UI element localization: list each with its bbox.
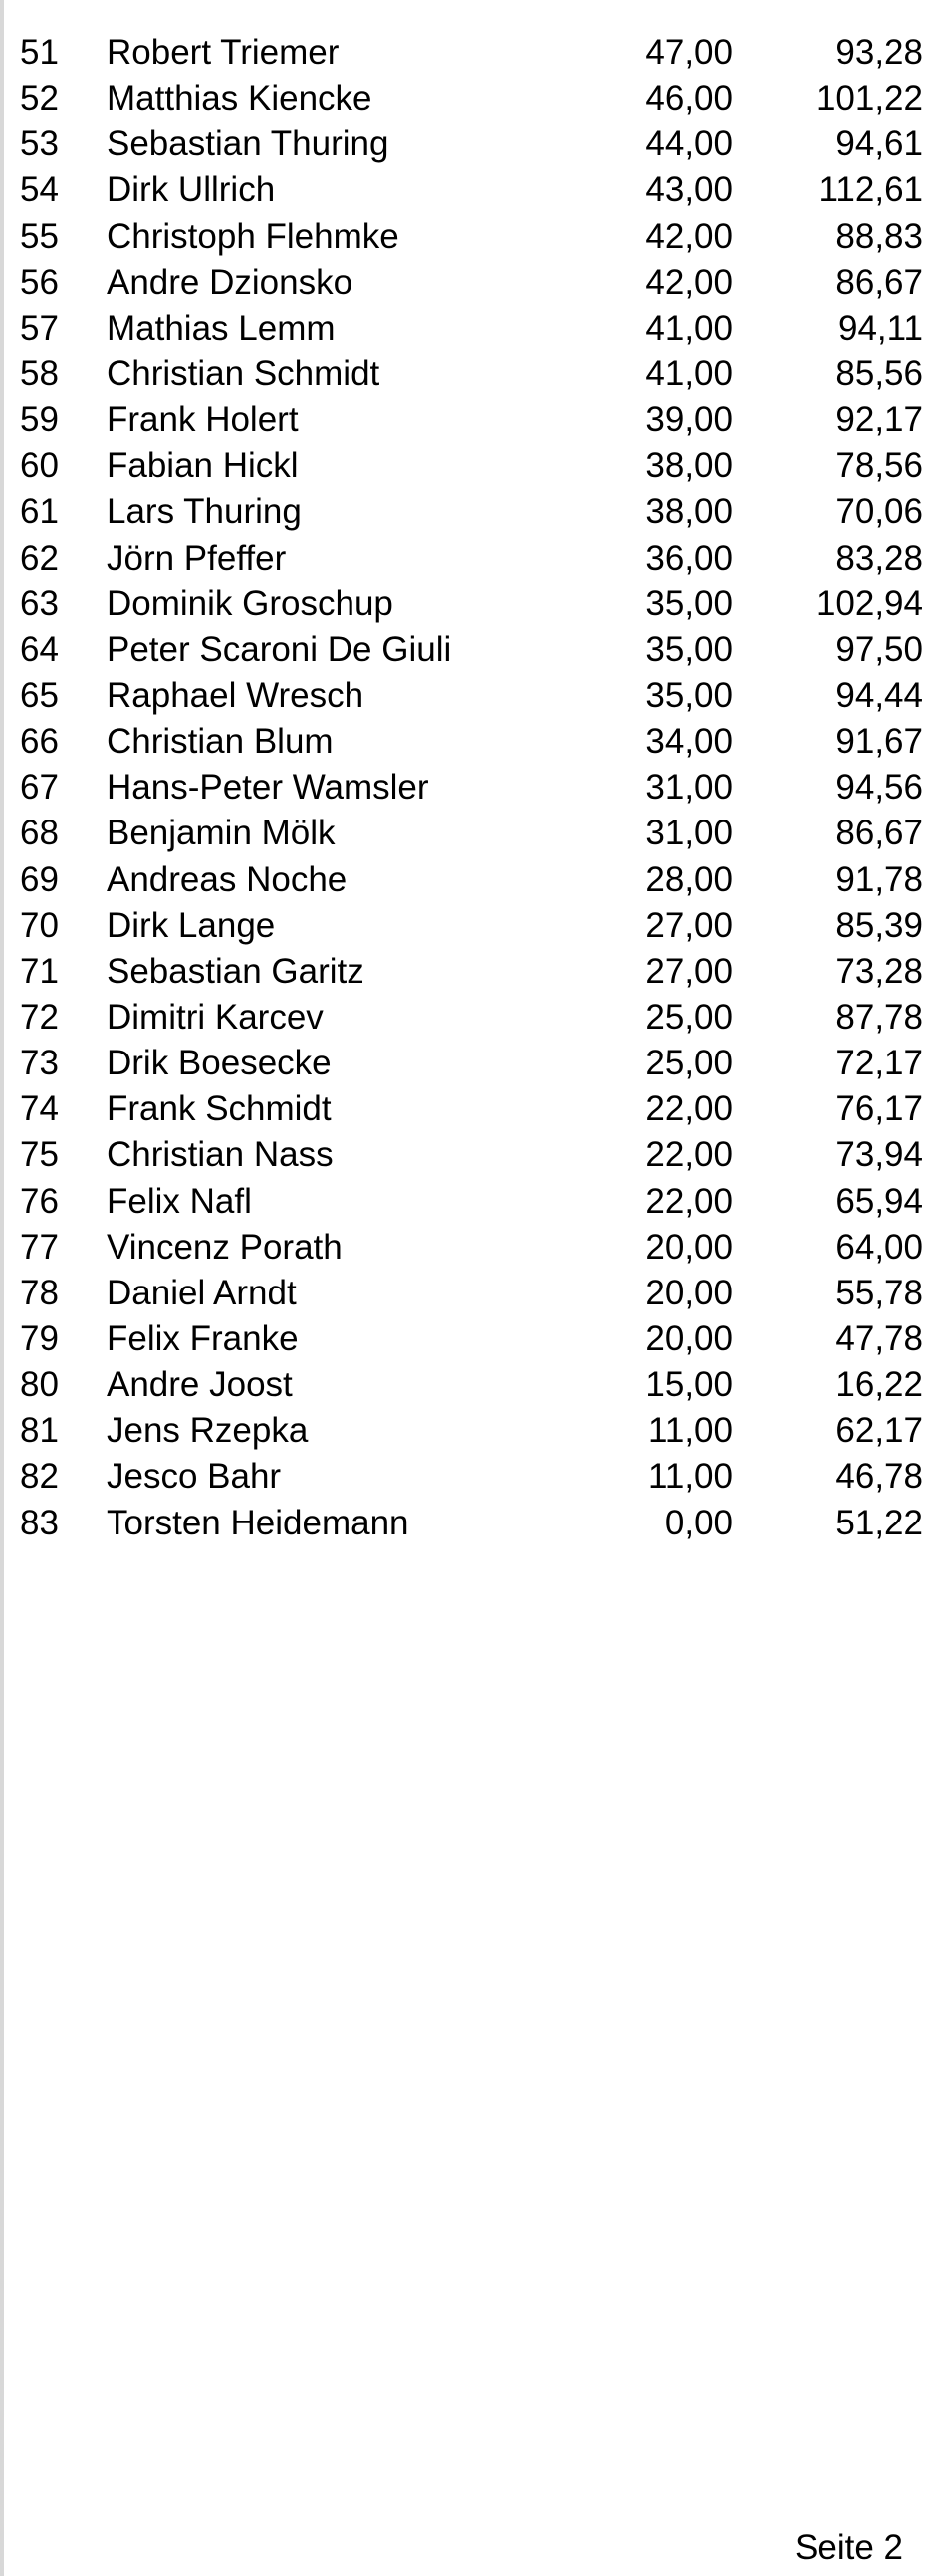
rank-cell: 70 [20,905,59,945]
score-cell: 65,94 [835,1181,923,1221]
points-cell: 22,00 [645,1089,733,1129]
points-cell: 46,00 [645,79,733,118]
table-row [0,167,935,213]
score-cell: 94,61 [835,124,923,164]
rank-cell: 63 [20,584,59,623]
points-cell: 15,00 [645,1365,733,1405]
points-cell: 25,00 [645,1044,733,1083]
points-cell: 35,00 [645,629,733,669]
name-cell: Lars Thuring [107,492,302,532]
rank-cell: 78 [20,1273,59,1312]
table-row [0,1041,935,1086]
rank-cell: 80 [20,1365,59,1405]
points-cell: 34,00 [645,722,733,762]
score-cell: 47,78 [835,1318,923,1358]
score-cell: 92,17 [835,400,923,440]
table-row [0,1501,935,1546]
table-row [0,673,935,719]
rank-cell: 60 [20,446,59,486]
name-cell: Fabian Hickl [107,446,299,486]
rank-cell: 57 [20,308,59,348]
points-cell: 20,00 [645,1227,733,1267]
name-cell: Christian Schmidt [107,353,380,393]
name-cell: Jens Rzepka [107,1411,309,1451]
table-row [0,719,935,765]
score-cell: 85,56 [835,353,923,393]
points-cell: 0,00 [664,1503,733,1542]
rank-cell: 71 [20,951,59,991]
name-cell: Mathias Lemm [107,308,336,348]
name-cell: Daniel Arndt [107,1273,297,1312]
score-cell: 86,67 [835,814,923,853]
points-cell: 35,00 [645,584,733,623]
rank-cell: 82 [20,1457,59,1497]
table-row [0,811,935,856]
name-cell: Andreas Noche [107,859,348,899]
score-cell: 70,06 [835,492,923,532]
name-cell: Felix Nafl [107,1181,252,1221]
table-row [0,1086,935,1132]
rank-cell: 66 [20,722,59,762]
table-row [0,214,935,260]
score-cell: 91,67 [835,722,923,762]
table-row [0,260,935,306]
score-cell: 97,50 [835,629,923,669]
ranking-table [0,30,935,1546]
points-cell: 20,00 [645,1318,733,1358]
score-cell: 16,22 [835,1365,923,1405]
points-cell: 35,00 [645,675,733,715]
rank-cell: 72 [20,997,59,1037]
name-cell: Matthias Kiencke [107,79,372,118]
score-cell: 55,78 [835,1273,923,1312]
points-cell: 43,00 [645,170,733,210]
table-row [0,582,935,627]
score-cell: 83,28 [835,538,923,578]
score-cell: 72,17 [835,1044,923,1083]
rank-cell: 76 [20,1181,59,1221]
table-row [0,1271,935,1316]
table-row [0,627,935,673]
name-cell: Benjamin Mölk [107,814,336,853]
table-row [0,443,935,489]
table-row [0,397,935,443]
table-row [0,765,935,811]
rank-cell: 65 [20,675,59,715]
name-cell: Frank Holert [107,400,299,440]
table-row [0,351,935,397]
score-cell: 91,78 [835,859,923,899]
rank-cell: 58 [20,353,59,393]
table-row [0,306,935,351]
name-cell: Vincenz Porath [107,1227,343,1267]
points-cell: 27,00 [645,905,733,945]
points-cell: 11,00 [648,1457,733,1497]
name-cell: Christian Blum [107,722,334,762]
name-cell: Sebastian Garitz [107,951,364,991]
rank-cell: 75 [20,1135,59,1175]
points-cell: 27,00 [645,951,733,991]
score-cell: 76,17 [835,1089,923,1129]
rank-cell: 64 [20,629,59,669]
score-cell: 87,78 [835,997,923,1037]
points-cell: 42,00 [645,216,733,256]
table-row [0,1316,935,1362]
rank-cell: 74 [20,1089,59,1129]
points-cell: 28,00 [645,859,733,899]
table-row [0,30,935,76]
name-cell: Raphael Wresch [107,675,364,715]
name-cell: Torsten Heidemann [107,1503,409,1542]
points-cell: 39,00 [645,400,733,440]
points-cell: 42,00 [645,262,733,302]
table-row [0,1454,935,1500]
name-cell: Jörn Pfeffer [107,538,287,578]
table-row [0,903,935,949]
table-row [0,1225,935,1271]
name-cell: Hans-Peter Wamsler [107,768,429,808]
score-cell: 102,94 [816,584,923,623]
rank-cell: 68 [20,814,59,853]
points-cell: 36,00 [645,538,733,578]
rank-cell: 53 [20,124,59,164]
name-cell: Christian Nass [107,1135,334,1175]
rank-cell: 51 [20,33,59,72]
table-row [0,76,935,121]
rank-cell: 52 [20,79,59,118]
rank-cell: 67 [20,768,59,808]
score-cell: 51,22 [835,1503,923,1542]
score-cell: 94,44 [835,675,923,715]
score-cell: 93,28 [835,33,923,72]
table-row [0,857,935,903]
name-cell: Dirk Ullrich [107,170,276,210]
score-cell: 86,67 [835,262,923,302]
score-cell: 62,17 [835,1411,923,1451]
points-cell: 25,00 [645,997,733,1037]
score-cell: 88,83 [835,216,923,256]
score-cell: 94,56 [835,768,923,808]
table-row [0,1132,935,1178]
points-cell: 44,00 [645,124,733,164]
rank-cell: 77 [20,1227,59,1267]
points-cell: 22,00 [645,1181,733,1221]
name-cell: Dirk Lange [107,905,276,945]
rank-cell: 61 [20,492,59,532]
rank-cell: 73 [20,1044,59,1083]
score-cell: 73,94 [835,1135,923,1175]
table-row [0,1362,935,1408]
name-cell: Dimitri Karcev [107,997,324,1037]
name-cell: Drik Boesecke [107,1044,332,1083]
table-row [0,121,935,167]
score-cell: 46,78 [835,1457,923,1497]
score-cell: 101,22 [816,79,923,118]
rank-cell: 62 [20,538,59,578]
points-cell: 31,00 [645,814,733,853]
name-cell: Peter Scaroni De Giuli [107,629,452,669]
name-cell: Frank Schmidt [107,1089,332,1129]
rank-cell: 79 [20,1318,59,1358]
page-number: Seite 2 [795,2528,903,2567]
table-row [0,949,935,995]
score-cell: 73,28 [835,951,923,991]
points-cell: 47,00 [645,33,733,72]
points-cell: 31,00 [645,768,733,808]
table-row [0,995,935,1041]
score-cell: 94,11 [838,308,923,348]
points-cell: 22,00 [645,1135,733,1175]
name-cell: Felix Franke [107,1318,299,1358]
name-cell: Andre Dzionsko [107,262,353,302]
name-cell: Dominik Groschup [107,584,393,623]
score-cell: 78,56 [835,446,923,486]
name-cell: Robert Triemer [107,33,340,72]
rank-cell: 55 [20,216,59,256]
score-cell: 64,00 [835,1227,923,1267]
table-row [0,489,935,535]
rank-cell: 56 [20,262,59,302]
points-cell: 38,00 [645,492,733,532]
name-cell: Andre Joost [107,1365,293,1405]
table-row [0,536,935,582]
rank-cell: 54 [20,170,59,210]
rank-cell: 81 [20,1411,59,1451]
name-cell: Christoph Flehmke [107,216,399,256]
name-cell: Sebastian Thuring [107,124,389,164]
rank-cell: 83 [20,1503,59,1542]
rank-cell: 59 [20,400,59,440]
points-cell: 41,00 [645,308,733,348]
table-row [0,1408,935,1454]
points-cell: 38,00 [645,446,733,486]
points-cell: 20,00 [645,1273,733,1312]
points-cell: 41,00 [645,353,733,393]
rank-cell: 69 [20,859,59,899]
name-cell: Jesco Bahr [107,1457,282,1497]
score-cell: 112,61 [818,170,923,210]
score-cell: 85,39 [835,905,923,945]
points-cell: 11,00 [648,1411,733,1451]
table-row [0,1179,935,1225]
